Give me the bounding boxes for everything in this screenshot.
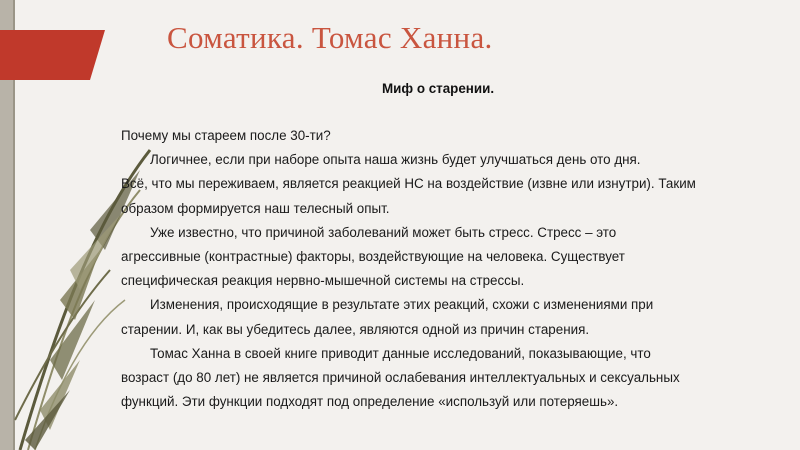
body-line: специфическая реакция нервно-мышечной системы на стрессы. bbox=[121, 273, 525, 289]
body-line: агрессивные (контрастные) факторы, воздействующие на человека. Существует bbox=[121, 249, 625, 265]
title-accent-bar bbox=[0, 30, 105, 80]
body-line: функций. Эти функции подходят под определение «используй или потеряешь». bbox=[121, 394, 619, 410]
slide-subtitle: Миф о старении. bbox=[382, 81, 495, 96]
body-line: Томас Ханна в своей книге приводит данные исследований, показывающие, что bbox=[150, 345, 651, 361]
body-line: Уже известно, что причиной заболеваний может быть стресс. Стресс – это bbox=[150, 224, 617, 240]
slide-body bbox=[121, 124, 741, 414]
body-line: образом формируется наш телесный опыт. bbox=[121, 200, 390, 216]
body-line: возраст (до 80 лет) не является причиной ослабевания интеллектуальных и сексуальных bbox=[121, 370, 680, 386]
body-line: Логичнее, если при наборе опыта наша жизнь будет улучшаться день ото дня. bbox=[150, 152, 641, 168]
body-line: Изменения, происходящие в результате этих реакций, схожи с изменениями при bbox=[150, 297, 654, 313]
body-line: старении. И, как вы убедитесь далее, являются одной из причин старения. bbox=[121, 321, 590, 337]
body-line: Почему мы стареем после 30-ти? bbox=[121, 128, 331, 143]
slide-title: Соматика. Томас Ханна. bbox=[167, 20, 493, 55]
body-line: Всё, что мы переживаем, является реакцией НС на воздействие (извне или изнутри). Таким bbox=[121, 176, 696, 192]
